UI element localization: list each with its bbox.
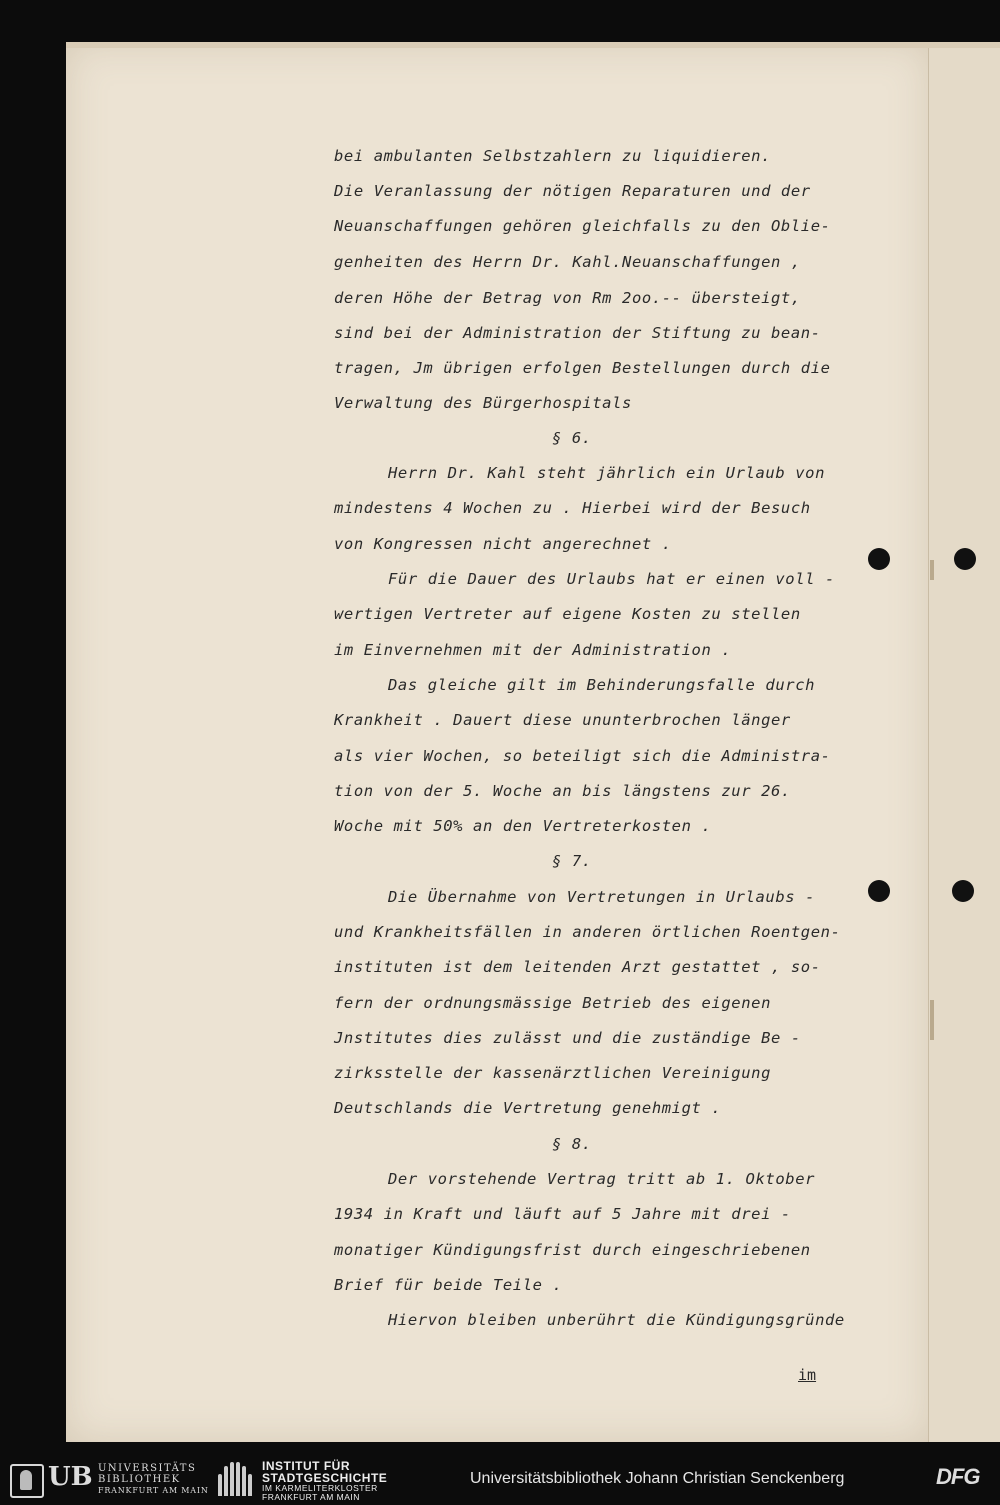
text-line: Woche mit 50% an den Vertreterkosten .	[334, 817, 712, 835]
ub-line: FRANKFURT AM MAIN	[98, 1486, 209, 1495]
text-line: tragen, Jm übrigen erfolgen Bestellungen durch die	[334, 359, 831, 377]
dfg-logo: DFG	[936, 1464, 980, 1489]
text-line: Krankheit . Dauert diese ununterbrochen länger	[334, 711, 791, 729]
text-line: zirksstelle der kassenärztlichen Vereinigung	[334, 1064, 771, 1082]
text-line: Die Übernahme von Vertretungen in Urlaubs -	[388, 888, 816, 906]
text-line: 1934 in Kraft und läuft auf 5 Jahre mit drei -	[334, 1205, 791, 1223]
text-line: Die Veranlassung der nötigen Reparaturen und der	[334, 182, 811, 200]
binding-string	[930, 1000, 934, 1040]
isg-line: IM KARMELITERKLOSTER	[262, 1483, 378, 1493]
isg-logo-icon	[218, 1462, 252, 1496]
ub-line: BIBLIOTHEK	[98, 1474, 181, 1485]
text-line: instituten ist dem leitenden Arzt gestattet , so-	[334, 958, 821, 976]
isg-logo-text	[262, 1460, 387, 1502]
page-catchword: im	[798, 1366, 817, 1384]
isg-line: INSTITUT FÜR	[262, 1459, 350, 1473]
text-line: mindestens 4 Wochen zu . Hierbei wird der Besuch	[334, 499, 811, 517]
text-line: monatiger Kündigungsfrist durch eingeschriebenen	[334, 1241, 811, 1259]
next-page-edge	[928, 42, 1000, 1442]
text-line: als vier Wochen, so beteiligt sich die Administra-	[334, 747, 831, 765]
punch-hole	[952, 880, 974, 902]
text-line: Das gleiche gilt im Behinderungsfalle durch	[388, 676, 816, 694]
section-heading: § 6.	[552, 429, 592, 447]
punch-hole	[868, 548, 890, 570]
text-line: Hiervon bleiben unberührt die Kündigungsgründe	[388, 1311, 845, 1329]
footer-bar	[0, 1452, 1000, 1505]
text-line: tion von der 5. Woche an bis längstens zur 26.	[334, 782, 791, 800]
text-line: Jnstitutes dies zulässt und die zuständige Be -	[334, 1029, 801, 1047]
isg-line: STADTGESCHICHTE	[262, 1471, 388, 1485]
text-line: und Krankheitsfällen in anderen örtlichen Roentgen-	[334, 923, 841, 941]
text-line: wertigen Vertreter auf eigene Kosten zu stellen	[334, 605, 801, 623]
library-name: Universitätsbibliothek Johann Christian Senckenberg	[470, 1470, 845, 1487]
punch-hole	[868, 880, 890, 902]
isg-line: FRANKFURT AM MAIN	[262, 1492, 360, 1502]
text-line: Der vorstehende Vertrag tritt ab 1. Oktober	[388, 1170, 816, 1188]
text-line: Herrn Dr. Kahl steht jährlich ein Urlaub von	[388, 464, 825, 482]
text-line: Brief für beide Teile .	[334, 1276, 563, 1294]
text-line: fern der ordnungsmässige Betrieb des eigenen	[334, 994, 771, 1012]
text-line: sind bei der Administration der Stiftung zu bean-	[334, 324, 821, 342]
ub-logo-letters: UB	[48, 1462, 93, 1492]
text-line: deren Höhe der Betrag von Rm 2oo.-- übersteigt,	[334, 289, 801, 307]
ub-line: UNIVERSITÄTS	[98, 1463, 197, 1474]
text-line: Verwaltung des Bürgerhospitals	[334, 394, 632, 412]
section-heading: § 8.	[552, 1135, 592, 1153]
ub-logo-icon	[10, 1464, 44, 1498]
text-line: Für die Dauer des Urlaubs hat er einen voll -	[388, 570, 835, 588]
page-top-edge	[66, 42, 1000, 48]
text-line: Deutschlands die Vertretung genehmigt .	[334, 1099, 722, 1117]
text-line: bei ambulanten Selbstzahlern zu liquidieren.	[334, 147, 771, 165]
punch-hole	[954, 548, 976, 570]
text-line: genheiten des Herrn Dr. Kahl.Neuanschaffungen ,	[334, 253, 801, 271]
text-line: von Kongressen nicht angerechnet .	[334, 535, 672, 553]
text-line: im Einvernehmen mit der Administration .	[334, 641, 732, 659]
text-line: Neuanschaffungen gehören gleichfalls zu den Oblie-	[334, 217, 831, 235]
section-heading: § 7.	[552, 852, 592, 870]
binding-string	[930, 560, 934, 580]
ub-logo-text	[98, 1463, 209, 1496]
